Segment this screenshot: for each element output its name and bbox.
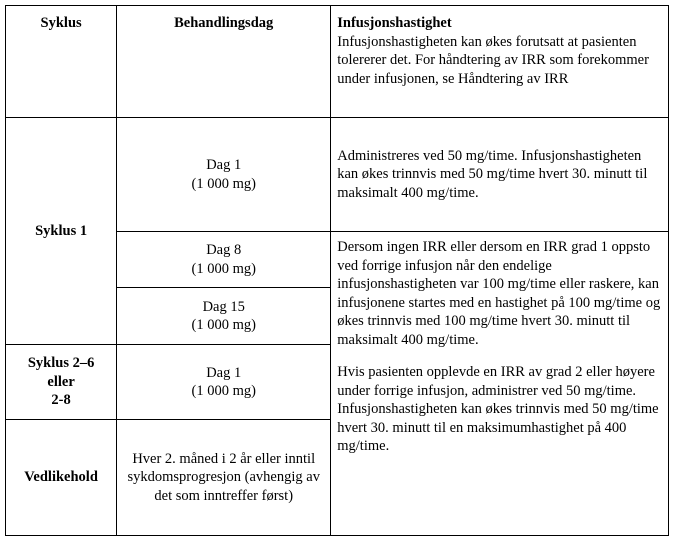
- maintenance-schedule: Hver 2. måned i 2 år eller inntil sykdomsprogresjon (avhengig av det som inntreffer først): [117, 420, 331, 536]
- cycle-2-line-2: eller: [47, 373, 75, 390]
- header-infusion-rate-title: Infusjonshastighet: [337, 15, 452, 31]
- dose-label: (1 000 mg): [191, 175, 256, 192]
- subsequent-rate-paragraph-1: Dersom ingen IRR eller dersom en IRR grad 1 oppsto ved forrige infusjon når den endelige infusjonshastigheten var 100 mg/time eller raskere, kan infusjonene startes med en hastighet på 100 mg/time og økes trinnvis med 100 mg/time hvert 30. minutt til maksimalt 400 mg/time.: [337, 239, 661, 348]
- day-label: Dag 8: [206, 242, 242, 258]
- header-infusion-rate-note: Infusjonshastigheten kan økes forutsatt at pasienten tolererer det. For håndtering av IRR som forekommer under infusjonen, se Håndtering av IRR: [337, 33, 649, 87]
- maintenance-label: Vedlikehold: [6, 420, 117, 536]
- cycle-1-day-1: [117, 118, 331, 232]
- cycle-1-day-8: [117, 232, 331, 288]
- table-row: [6, 118, 669, 232]
- cycle-2-label: [6, 345, 117, 420]
- header-infusion-rate: [331, 6, 669, 118]
- day-label: Dag 15: [202, 298, 245, 315]
- table-header-row: [6, 6, 669, 118]
- dose-label: (1 000 mg): [191, 260, 256, 277]
- day-label: Dag 1: [206, 157, 242, 173]
- first-infusion-rate: Administreres ved 50 mg/time. Infusjonshastigheten kan økes trinnvis med 50 mg/time hvert 30. minutt til maksimalt 400 mg/time.: [331, 118, 669, 232]
- cycle-1-label: Syklus 1: [6, 118, 117, 345]
- cycle-2-line-3: 2-8: [51, 392, 71, 409]
- cycle-2-line-1: Syklus 2–6: [27, 355, 95, 372]
- day-label: Dag 1: [206, 364, 242, 381]
- header-cycle: Syklus: [6, 6, 117, 118]
- cycle-1-day-15: [117, 288, 331, 345]
- subsequent-rate-paragraph-2: Hvis pasienten opplevde en IRR av grad 2 eller høyere under forrige infusjon, administrer ved 50 mg/time. Infusjonshastigheten kan økes trinnvis med 50 mg/time hvert 30. minutt til en maksimumhastighet på 400 mg/time.: [337, 364, 659, 454]
- dose-label: (1 000 mg): [191, 317, 256, 333]
- dose-label: (1 000 mg): [191, 383, 256, 399]
- header-treatment-day: Behandlingsdag: [117, 6, 331, 118]
- subsequent-infusion-rate: [331, 232, 669, 536]
- infusion-rate-table: [5, 5, 669, 536]
- cycle-2-day-1: [117, 345, 331, 420]
